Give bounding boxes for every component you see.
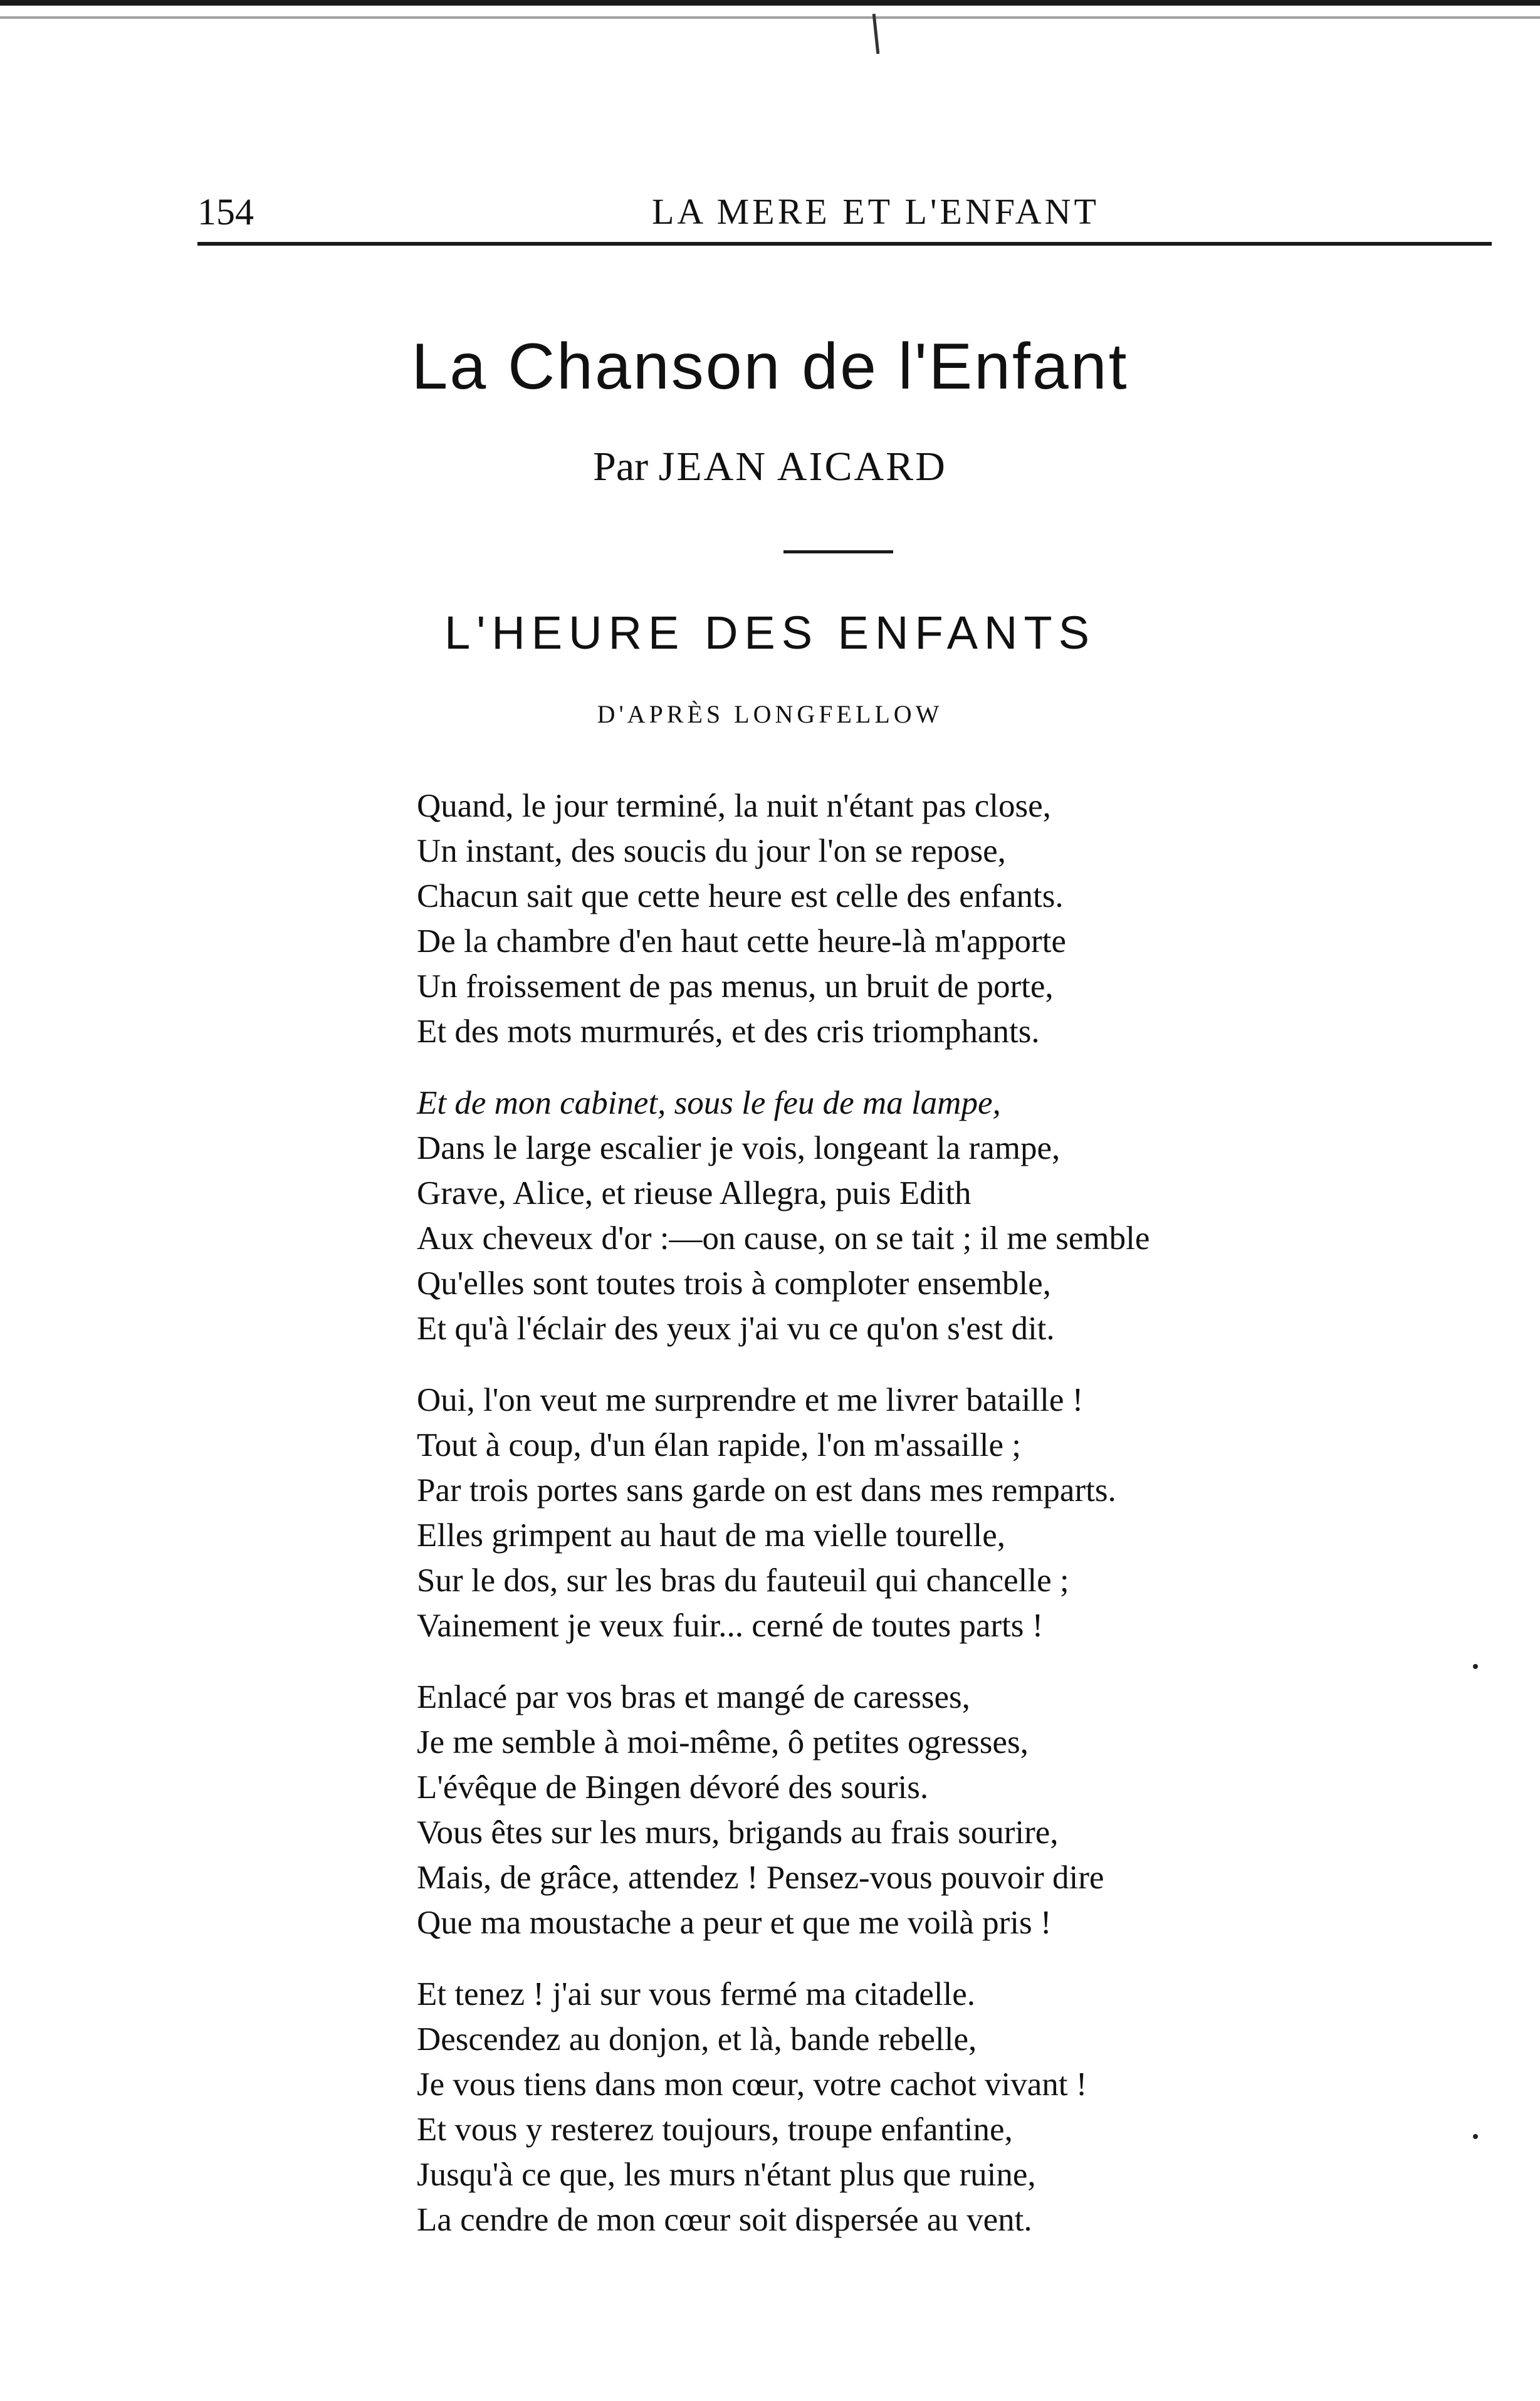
verse-line: Par trois portes sans garde on est dans mes remparts.: [417, 1472, 1116, 1509]
stanza-1: [417, 783, 1395, 1054]
verse-line: Quand, le jour terminé, la nuit n'étant pas close,: [417, 788, 1051, 824]
verse-line: Descendez au donjon, et là, bande rebelle,: [417, 2021, 977, 2058]
running-title: LA MERE ET L'ENFANT: [652, 191, 1099, 232]
section-subtitle: D'APRÈS LONGFELLOW: [597, 700, 943, 728]
verse-line: Grave, Alice, et rieuse Allegra, puis Edith: [417, 1175, 972, 1211]
verse-line: Un froissement de pas menus, un bruit de porte,: [417, 968, 1054, 1005]
verse-line: Sur le dos, sur les bras du fauteuil qui chancelle ;: [417, 1562, 1069, 1599]
header-rule: [197, 242, 1492, 246]
running-head: [197, 187, 1492, 237]
verse-line: Vous êtes sur les murs, brigands au frais sourire,: [417, 1814, 1059, 1851]
scan-speck: [1473, 1664, 1478, 1669]
author-name: JEAN AICARD: [658, 444, 947, 489]
verse-line: Mais, de grâce, attendez ! Pensez-vous pouvoir dire: [417, 1860, 1104, 1896]
byline: [0, 439, 1540, 495]
scan-speck: [1473, 2134, 1478, 2139]
verse-line: Aux cheveux d'or :—on cause, on se tait ; il me semble: [417, 1220, 1150, 1257]
verse-line: L'évêque de Bingen dévoré des souris.: [417, 1769, 929, 1806]
top-scan-edge-faint: [0, 16, 1540, 19]
verse-line: Et tenez ! j'ai sur vous fermé ma citadelle.: [417, 1976, 976, 2012]
verse-line: Je me semble à moi-même, ô petites ogresses,: [417, 1724, 1029, 1760]
verse-line: Vainement je veux fuir... cerné de toutes parts !: [417, 1608, 1044, 1644]
verse-line: Jusqu'à ce que, les murs n'étant plus que ruine,: [417, 2157, 1036, 2193]
verse-line: Tout à coup, d'un élan rapide, l'on m'assaille ;: [417, 1427, 1021, 1463]
verse-line: Chacun sait que cette heure est celle des enfants.: [417, 878, 1064, 914]
byline-prefix: Par: [593, 444, 649, 489]
stanza-4: [417, 1675, 1395, 1945]
verse-line: Elles grimpent au haut de ma vielle tourelle,: [417, 1517, 1005, 1554]
verse-line: Dans le large escalier je vois, longeant la rampe,: [417, 1130, 1061, 1166]
verse-line: De la chambre d'en haut cette heure-là m'apporte: [417, 923, 1066, 960]
verse-line: Qu'elles sont toutes trois à comploter ensemble,: [417, 1265, 1051, 1302]
stanza-3: [417, 1378, 1395, 1648]
verse-line: La cendre de mon cœur soit dispersée au vent.: [417, 2202, 1032, 2238]
verse-line: Oui, l'on veut me surprendre et me livrer bataille !: [417, 1382, 1084, 1418]
poem: [417, 783, 1395, 2269]
top-scan-edge: [0, 0, 1540, 6]
stanza-2: [417, 1080, 1395, 1351]
stanza-5: [417, 1972, 1395, 2242]
page-number: 154: [197, 191, 254, 233]
top-scan-mark: [872, 14, 880, 54]
verse-line: Un instant, des soucis du jour l'on se repose,: [417, 833, 1006, 869]
verse-line: Enlacé par vos bras et mangé de caresses,: [417, 1679, 970, 1715]
page-title: La Chanson de l'Enfant: [411, 330, 1129, 403]
section-title: L'HEURE DES ENFANTS: [444, 607, 1096, 659]
verse-line: Et des mots murmurés, et des cris triomphants.: [417, 1013, 1040, 1050]
verse-line: Et vous y resterez toujours, troupe enfantine,: [417, 2111, 1013, 2148]
verse-line: Et de mon cabinet, sous le feu de ma lampe,: [417, 1085, 1001, 1121]
verse-line: Que ma moustache a peur et que me voilà pris !: [417, 1905, 1052, 1941]
verse-line: Je vous tiens dans mon cœur, votre cachot vivant !: [417, 2066, 1087, 2103]
verse-line: Et qu'à l'éclair des yeux j'ai vu ce qu'on s'est dit.: [417, 1310, 1055, 1347]
title-divider: [783, 550, 893, 553]
